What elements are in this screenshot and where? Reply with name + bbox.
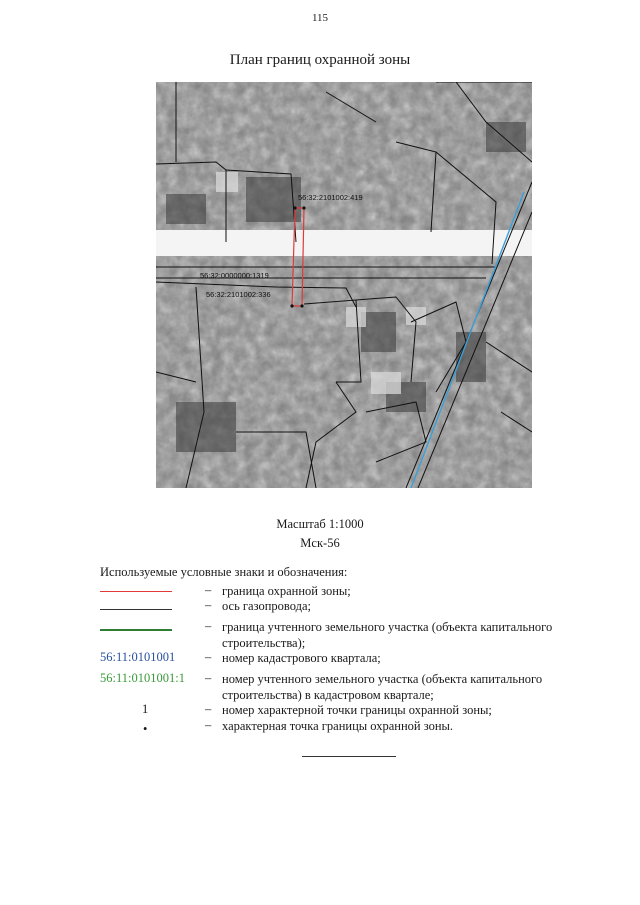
point-number-sample: 1 (142, 702, 149, 716)
legend-item-parcel-boundary (100, 619, 600, 653)
parcel-label-bottom: 56:32:2101002:336 (206, 290, 271, 299)
legend-text: граница учтенного земельного участка (объекта капитального строительства); (222, 620, 553, 650)
legend-item-cadastral-quarter (100, 650, 600, 670)
legend-text: характерная точка границы охранной зоны. (222, 719, 454, 733)
legend-dash: – (205, 702, 212, 716)
scale-block (0, 515, 640, 553)
black-line-symbol (100, 609, 172, 610)
legend-dash: – (205, 671, 212, 685)
green-line-symbol (100, 629, 172, 631)
legend-item-point-marker (100, 718, 600, 738)
legend-text: ось газопровода; (222, 599, 312, 613)
footer-divider (302, 756, 396, 757)
map-canvas (156, 82, 532, 488)
legend-text: граница охранной зоны; (222, 584, 351, 598)
page-number: 115 (311, 12, 329, 24)
legend-item-gas-axis (100, 598, 600, 618)
road-strip (156, 230, 532, 256)
legend-text: номер учтенного земельного участка (объекта капитального строительства) в кадастровом квартале; (222, 672, 543, 702)
scale-ratio: Масштаб 1:1000 (276, 517, 364, 531)
legend-text: номер кадастрового квартала; (222, 651, 381, 665)
legend-heading: Используемые условные знаки и обозначения: (100, 565, 348, 579)
legend-dash: – (205, 619, 212, 633)
page-title: План границ охранной зоны (229, 52, 411, 68)
protection-zone-map (156, 82, 532, 488)
legend-dash: – (205, 650, 212, 664)
coordinate-system: Мск-56 (300, 536, 340, 550)
legend-dash: – (205, 718, 212, 732)
parcel-label-road: 56:32:0000000:1319 (200, 271, 269, 280)
legend-text: номер характерной точки границы охранной зоны; (222, 703, 492, 717)
parcel-label-top: 56:32:2101002:419 (298, 193, 363, 202)
legend-dash: – (205, 598, 212, 612)
legend-item-parcel-number (100, 671, 600, 705)
quarter-code-sample: 56:11:0101001 (100, 650, 176, 664)
red-line-symbol (100, 591, 172, 592)
parcel-code-sample: 56:11:0101001:1 (100, 671, 185, 685)
legend-dash: – (205, 583, 212, 597)
point-dot-sample: • (143, 722, 148, 736)
